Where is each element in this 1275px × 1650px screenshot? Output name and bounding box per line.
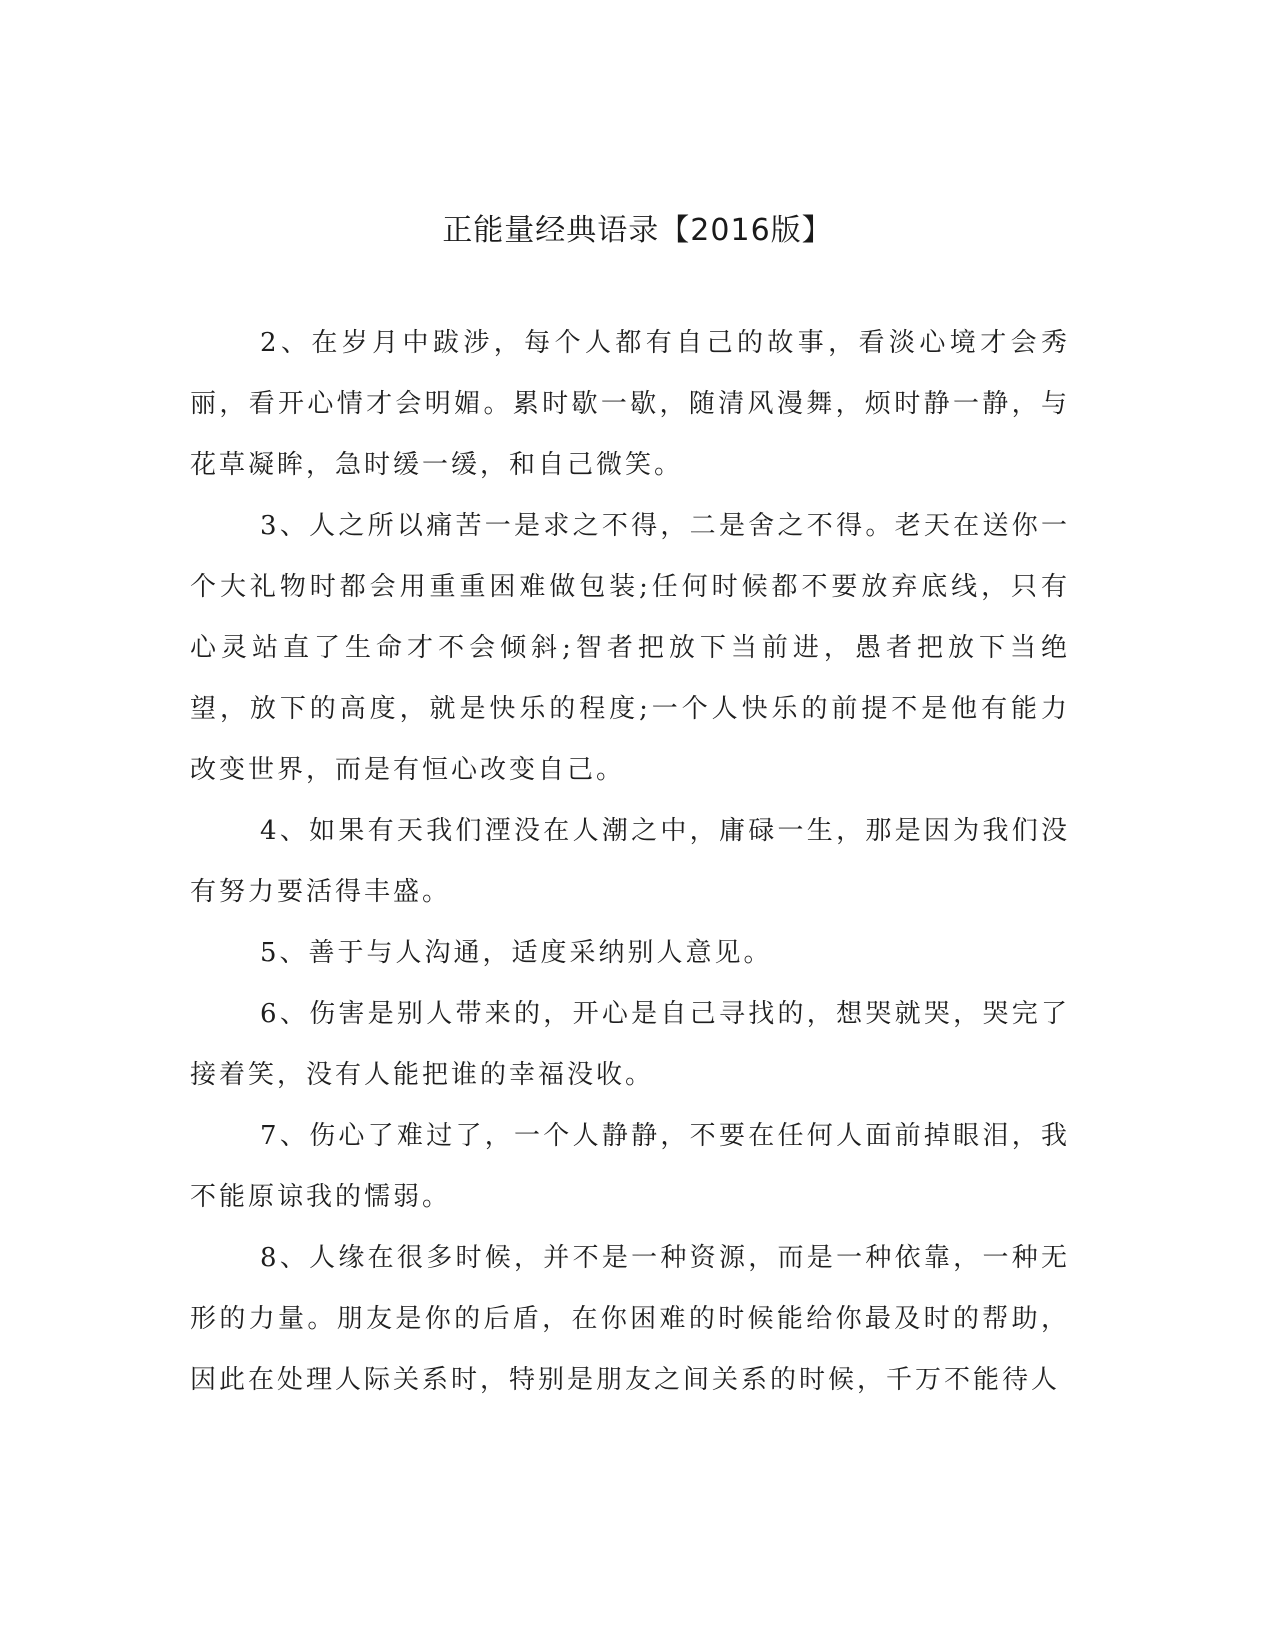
paragraph-5: 5、善于与人沟通，适度采纳别人意见。: [260, 938, 773, 968]
paragraph-8: 8、人缘在很多时候，并不是一种资源，而是一种依靠，一种无形的力量。朋友是你的后盾，在你困难的时候能给你最及时的帮助，因此在处理人际关系时，特别是朋友之间关系的时候，千万不能待人: [190, 1243, 1070, 1395]
paragraph-6: 6、伤害是别人带来的，开心是自己寻找的，想哭就哭，哭完了接着笑，没有人能把谁的幸福没收。: [190, 999, 1070, 1090]
paragraph-3: 3、人之所以痛苦一是求之不得，二是舍之不得。老天在送你一个大礼物时都会用重重困难做包装;任何时候都不要放弃底线，只有心灵站直了生命才不会倾斜;智者把放下当前进，愚者把放下当绝望，放下的高度，就是快乐的程度;一个人快乐的前提不是他有能力改变世界，而是有恒心改变自己。: [190, 511, 1070, 785]
paragraph-4: 4、如果有天我们湮没在人潮之中，庸碌一生，那是因为我们没有努力要活得丰盛。: [190, 816, 1070, 907]
paragraph-2: 2、在岁月中跋涉，每个人都有自己的故事，看淡心境才会秀丽，看开心情才会明媚。累时歇一歇，随清风漫舞，烦时静一静，与花草凝眸，急时缓一缓，和自己微笑。: [190, 328, 1070, 480]
paragraph-7: 7、伤心了难过了，一个人静静，不要在任何人面前掉眼泪，我不能原谅我的懦弱。: [190, 1121, 1070, 1212]
document-title: 正能量经典语录【2016版】: [442, 213, 833, 248]
document-body: [190, 313, 1070, 1411]
